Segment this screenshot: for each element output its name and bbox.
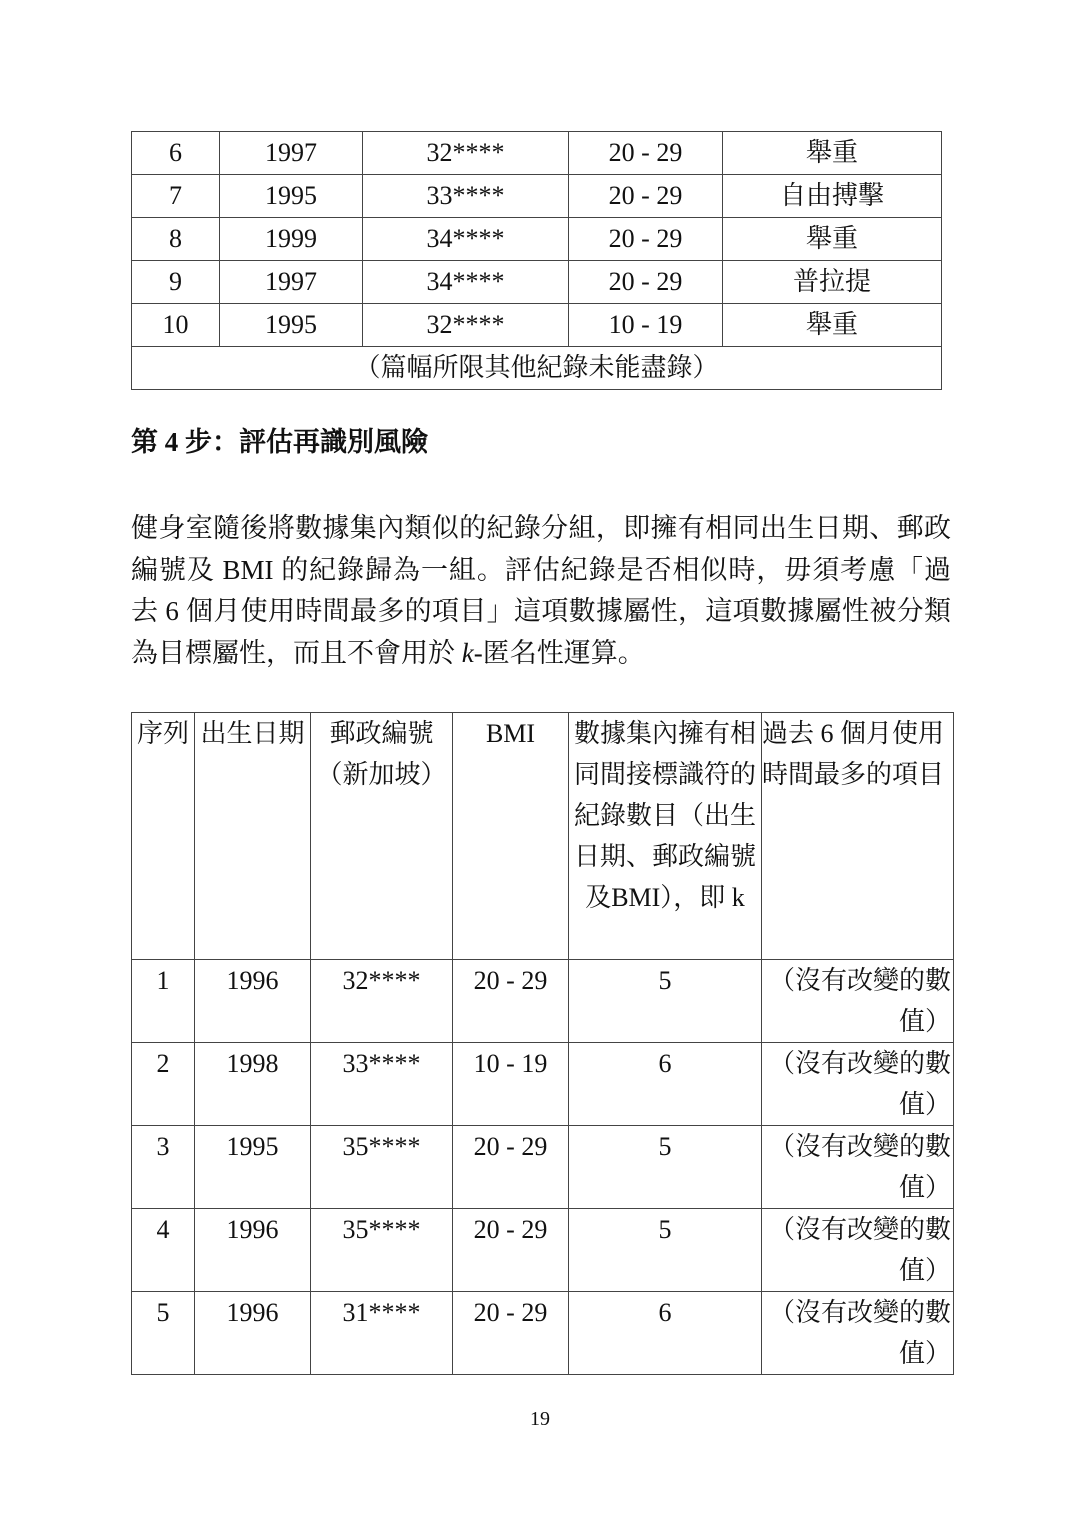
table-cell: 5 xyxy=(569,960,762,1043)
table-cell: 20 - 29 xyxy=(569,175,723,218)
table-cell: 1996 xyxy=(195,1209,311,1292)
table-row xyxy=(132,175,942,218)
table-cell: 4 xyxy=(132,1209,195,1292)
table-cell: 33**** xyxy=(363,175,569,218)
table-row xyxy=(132,960,954,1043)
table-cell: 1995 xyxy=(195,1126,311,1209)
table-cell: 5 xyxy=(569,1209,762,1292)
table-cell: 舉重 xyxy=(723,132,942,175)
table-cell: 普拉提 xyxy=(723,261,942,304)
table-cell: 10 - 19 xyxy=(569,304,723,347)
table-cell: 35**** xyxy=(311,1209,453,1292)
table-row xyxy=(132,218,942,261)
table-cell: （沒有改變的數值） xyxy=(762,1126,954,1209)
table-cell: 20 - 29 xyxy=(453,960,569,1043)
table-cell: （沒有改變的數值） xyxy=(762,960,954,1043)
table-cell: 舉重 xyxy=(723,304,942,347)
table-cell: 20 - 29 xyxy=(453,1292,569,1375)
k-anonymity-table xyxy=(131,712,954,1375)
table-cell: 2 xyxy=(132,1043,195,1126)
column-header: 過去 6 個月使用時間最多的項目 xyxy=(762,713,954,960)
table-cell: 1999 xyxy=(220,218,363,261)
paragraph-text-end: -匿名性運算。 xyxy=(473,637,645,668)
table-cell: 9 xyxy=(132,261,220,304)
table-cell: 3 xyxy=(132,1126,195,1209)
table-cell: 1995 xyxy=(220,175,363,218)
table-cell: 1997 xyxy=(220,261,363,304)
table-cell: 20 - 29 xyxy=(453,1209,569,1292)
table-cell: （沒有改變的數值） xyxy=(762,1043,954,1126)
table-cell: 31**** xyxy=(311,1292,453,1375)
table-row xyxy=(132,304,942,347)
table-cell: 32**** xyxy=(363,304,569,347)
table-cell: 20 - 29 xyxy=(569,218,723,261)
table-cell: 20 - 29 xyxy=(569,261,723,304)
table-cell: 7 xyxy=(132,175,220,218)
section-heading: 第 4 步：評估再識別風險 xyxy=(131,427,428,457)
table-cell: 1997 xyxy=(220,132,363,175)
table-cell: （沒有改變的數值） xyxy=(762,1209,954,1292)
records-table-continued xyxy=(131,131,942,390)
table-cell: 10 - 19 xyxy=(453,1043,569,1126)
k-variable: k xyxy=(461,637,474,668)
table-note-row xyxy=(132,347,942,390)
table-cell: 20 - 29 xyxy=(569,132,723,175)
table-cell: 34**** xyxy=(363,218,569,261)
table-cell: 1996 xyxy=(195,1292,311,1375)
table-cell: 5 xyxy=(132,1292,195,1375)
table-cell: 1998 xyxy=(195,1043,311,1126)
table-row xyxy=(132,1126,954,1209)
table-cell: 10 xyxy=(132,304,220,347)
table-cell: 32**** xyxy=(311,960,453,1043)
body-paragraph xyxy=(131,508,951,674)
table-cell: 5 xyxy=(569,1126,762,1209)
column-header: 出生日期 xyxy=(195,713,311,960)
column-header: 序列 xyxy=(132,713,195,960)
table-row xyxy=(132,1292,954,1375)
table-cell: 自由搏擊 xyxy=(723,175,942,218)
table-row xyxy=(132,261,942,304)
table-cell: 20 - 29 xyxy=(453,1126,569,1209)
column-header: 數據集內擁有相同間接標識符的紀錄數目（出生日期、郵政編號及BMI），即 k xyxy=(569,713,762,960)
table-cell: （沒有改變的數值） xyxy=(762,1292,954,1375)
page-number: 19 xyxy=(530,1408,550,1430)
table-cell: 32**** xyxy=(363,132,569,175)
table-header-row xyxy=(132,713,954,960)
table-note: （篇幅所限其他紀錄未能盡錄） xyxy=(132,347,942,390)
column-header: 郵政編號（新加坡） xyxy=(311,713,453,960)
table-cell: 34**** xyxy=(363,261,569,304)
table-cell: 6 xyxy=(132,132,220,175)
table-cell: 35**** xyxy=(311,1126,453,1209)
table-row xyxy=(132,1209,954,1292)
table-cell: 1995 xyxy=(220,304,363,347)
table-row xyxy=(132,1043,954,1126)
table-cell: 6 xyxy=(569,1292,762,1375)
column-header: BMI xyxy=(453,713,569,960)
table-cell: 舉重 xyxy=(723,218,942,261)
table-cell: 6 xyxy=(569,1043,762,1126)
table-row xyxy=(132,132,942,175)
table-cell: 8 xyxy=(132,218,220,261)
table-cell: 1996 xyxy=(195,960,311,1043)
table-cell: 33**** xyxy=(311,1043,453,1126)
table-cell: 1 xyxy=(132,960,195,1043)
paragraph-text: 健身室隨後將數據集內類似的紀錄分組，即擁有相同出生日期、郵政編號及 BMI 的紀錄歸為一組。評估紀錄是否相似時，毋須考慮「過去 6 個月使用時間最多的項目」這項數據屬性，這項數據屬性被分類為目標屬性，而且不會用於 xyxy=(131,513,951,668)
